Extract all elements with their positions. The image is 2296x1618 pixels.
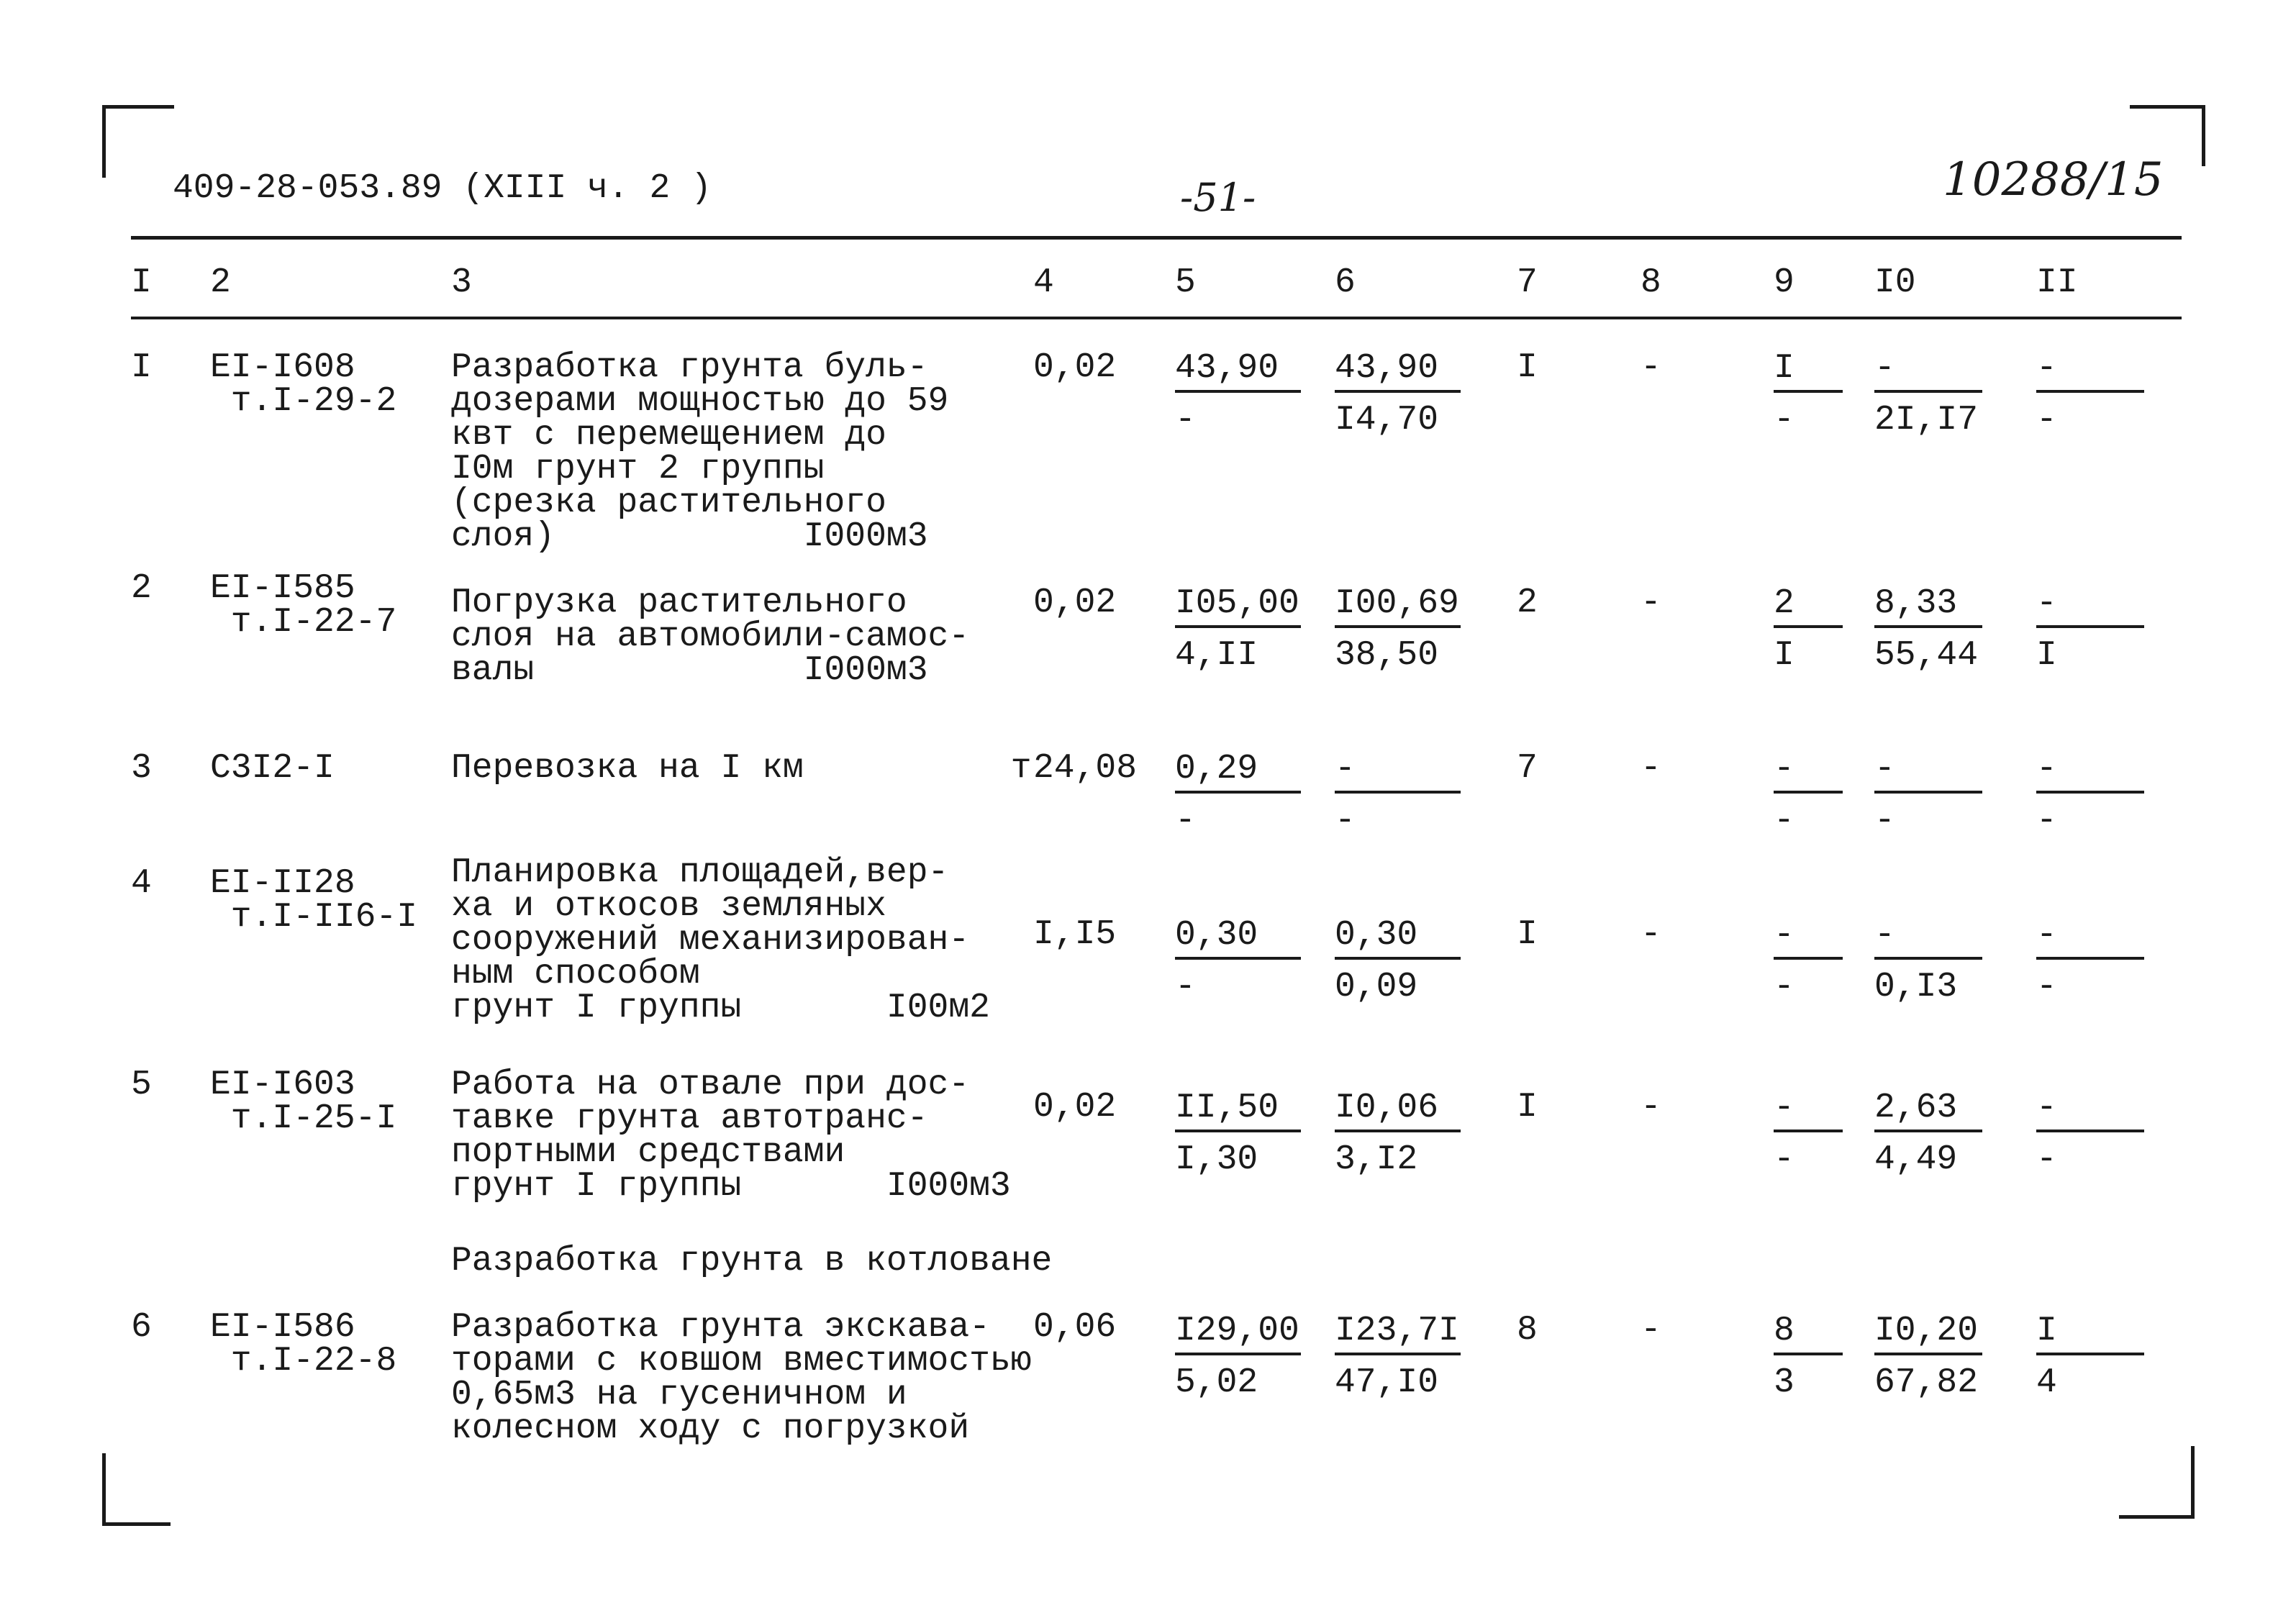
row-description: Планировка площадей,вер- ха и откосов земляных сооружений механизирован- ным способом грунт I группы I00м2 — [451, 853, 990, 1027]
header-rule-top — [131, 236, 2182, 240]
cell-col9: - - — [1774, 918, 1843, 1004]
cell-col8: - — [1641, 915, 1661, 954]
col-header: 4 — [1033, 263, 1054, 302]
row-number: 4 — [131, 864, 152, 903]
cell-col5: $\frac{I29,00}{5,02}$ — [1175, 1314, 1301, 1400]
col-header: 8 — [1641, 263, 1661, 302]
cell-col11: - - — [2036, 1091, 2144, 1177]
row-number: 5 — [131, 1065, 152, 1104]
cell-col6: $\frac{I0,06}{3,I2}$ — [1335, 1091, 1461, 1177]
cell-col5: $\frac{II,50}{I,30}$ — [1175, 1091, 1301, 1177]
row-quantity: I,I5 — [1033, 915, 1117, 954]
cell-col10: $\frac{I0,20}{67,82}$ — [1874, 1314, 1982, 1400]
cell-col7: 2 — [1517, 583, 1538, 622]
row-description: Разработка грунта экскава- торами с ковшом вместимостью 0,65м3 на гусеничном и колесном ходу с погрузкой — [451, 1308, 1032, 1448]
cell-col10: $\frac{2,63}{4,49}$ — [1874, 1091, 1982, 1177]
row-code: EI-II28 т.I-II6-I — [210, 864, 418, 937]
frame-corner-top-left — [102, 105, 174, 178]
col-header: I0 — [1874, 263, 1916, 302]
cell-col7: I — [1517, 348, 1538, 387]
cell-col5: $\frac{I05,00}{4,II}$ — [1175, 586, 1301, 673]
cell-col7: 7 — [1517, 749, 1538, 788]
cell-col10: - 2I,I7 — [1874, 351, 1982, 437]
row-code: C3I2-I — [210, 749, 335, 788]
cell-col8: - — [1641, 749, 1661, 788]
cell-col9: $\frac{8}{3}$ — [1774, 1314, 1843, 1400]
cell-col6: $\frac{I23,7I}{47,I0}$ — [1335, 1314, 1461, 1400]
row-code: EI-I586 т.I-22-8 — [210, 1308, 397, 1381]
cell-col11: - - — [2036, 752, 2144, 838]
row-quantity: 0,02 — [1033, 1088, 1117, 1127]
cell-col6: - - — [1335, 752, 1461, 838]
cell-col7: I — [1517, 1088, 1538, 1127]
row-quantity: 0,02 — [1033, 348, 1117, 387]
col-header: 7 — [1517, 263, 1538, 302]
frame-corner-bottom-right — [2119, 1446, 2195, 1519]
section-heading: Разработка грунта в котловане — [451, 1242, 1053, 1281]
cell-col8: - — [1641, 583, 1661, 622]
row-quantity: 0,06 — [1033, 1308, 1117, 1347]
cell-col6: $\frac{I00,69}{38,50}$ — [1335, 586, 1461, 673]
row-description: Работа на отвале при дос- тавке грунта автотранс- портными средствами грунт I группы I000м3 — [451, 1065, 1011, 1206]
cell-col10: - 0,I3 — [1874, 918, 1982, 1004]
cell-col10: $\frac{8,33}{55,44}$ — [1874, 586, 1982, 673]
cell-col10: - - — [1874, 752, 1982, 838]
col-header: II — [2036, 263, 2078, 302]
col-header: 6 — [1335, 263, 1356, 302]
col-header: 5 — [1175, 263, 1196, 302]
row-code: EI-I603 т.I-25-I — [210, 1065, 397, 1138]
cell-col6: $\frac{43,90}{I4,70}$ — [1335, 351, 1461, 437]
col-header: 2 — [210, 263, 231, 302]
row-number: I — [131, 348, 152, 387]
cell-col11: - - — [2036, 918, 2144, 1004]
row-code: EI-I608 т.I-29-2 — [210, 348, 397, 421]
document-code: 409-28-053.89 (XIII ч. 2 ) — [173, 169, 712, 208]
cell-col5: 0,29 - — [1175, 752, 1301, 838]
cell-col6: $\frac{0,30}{0,09}$ — [1335, 918, 1461, 1004]
row-number: 3 — [131, 749, 152, 788]
cell-col9: $\frac{2}{I}$ — [1774, 586, 1843, 673]
cell-col7: I — [1517, 915, 1538, 954]
header-rule-bottom — [131, 317, 2182, 319]
cell-col8: - — [1641, 1311, 1661, 1350]
cell-col5: 43,90 - — [1175, 351, 1301, 437]
cell-col9: - - — [1774, 1091, 1843, 1177]
cell-col11: - I — [2036, 586, 2144, 673]
cell-col8: - — [1641, 348, 1661, 387]
row-quantity: 24,08 — [1033, 749, 1138, 788]
cell-col8: - — [1641, 1088, 1661, 1127]
row-code: EI-I585 т.I-22-7 — [210, 569, 397, 642]
page-number: -51- — [1180, 175, 1256, 220]
cell-col9: I - — [1774, 351, 1843, 437]
col-header: 9 — [1774, 263, 1794, 302]
cell-col5: 0,30 - — [1175, 918, 1301, 1004]
cell-col11: $\frac{I}{4}$ — [2036, 1314, 2144, 1400]
col-header: 3 — [451, 263, 472, 302]
row-number: 2 — [131, 569, 152, 608]
cell-col7: 8 — [1517, 1311, 1538, 1350]
frame-corner-bottom-left — [102, 1453, 171, 1526]
col-header: I — [131, 263, 152, 302]
row-description: Погрузка растительного слоя на автомобили-самос- валы I000м3 — [451, 583, 970, 690]
cell-col9: - - — [1774, 752, 1843, 838]
cell-col11: - - — [2036, 351, 2144, 437]
sheet-number: 10288/15 — [1943, 153, 2164, 206]
row-description: Разработка грунта буль- дозерами мощностью до 59 квт с перемещением до I0м грунт 2 группы (срезка растительного слоя) I000м3 — [451, 348, 949, 556]
row-number: 6 — [131, 1308, 152, 1347]
row-quantity: 0,02 — [1033, 583, 1117, 622]
row-description: Перевозка на I км т — [451, 749, 1032, 788]
